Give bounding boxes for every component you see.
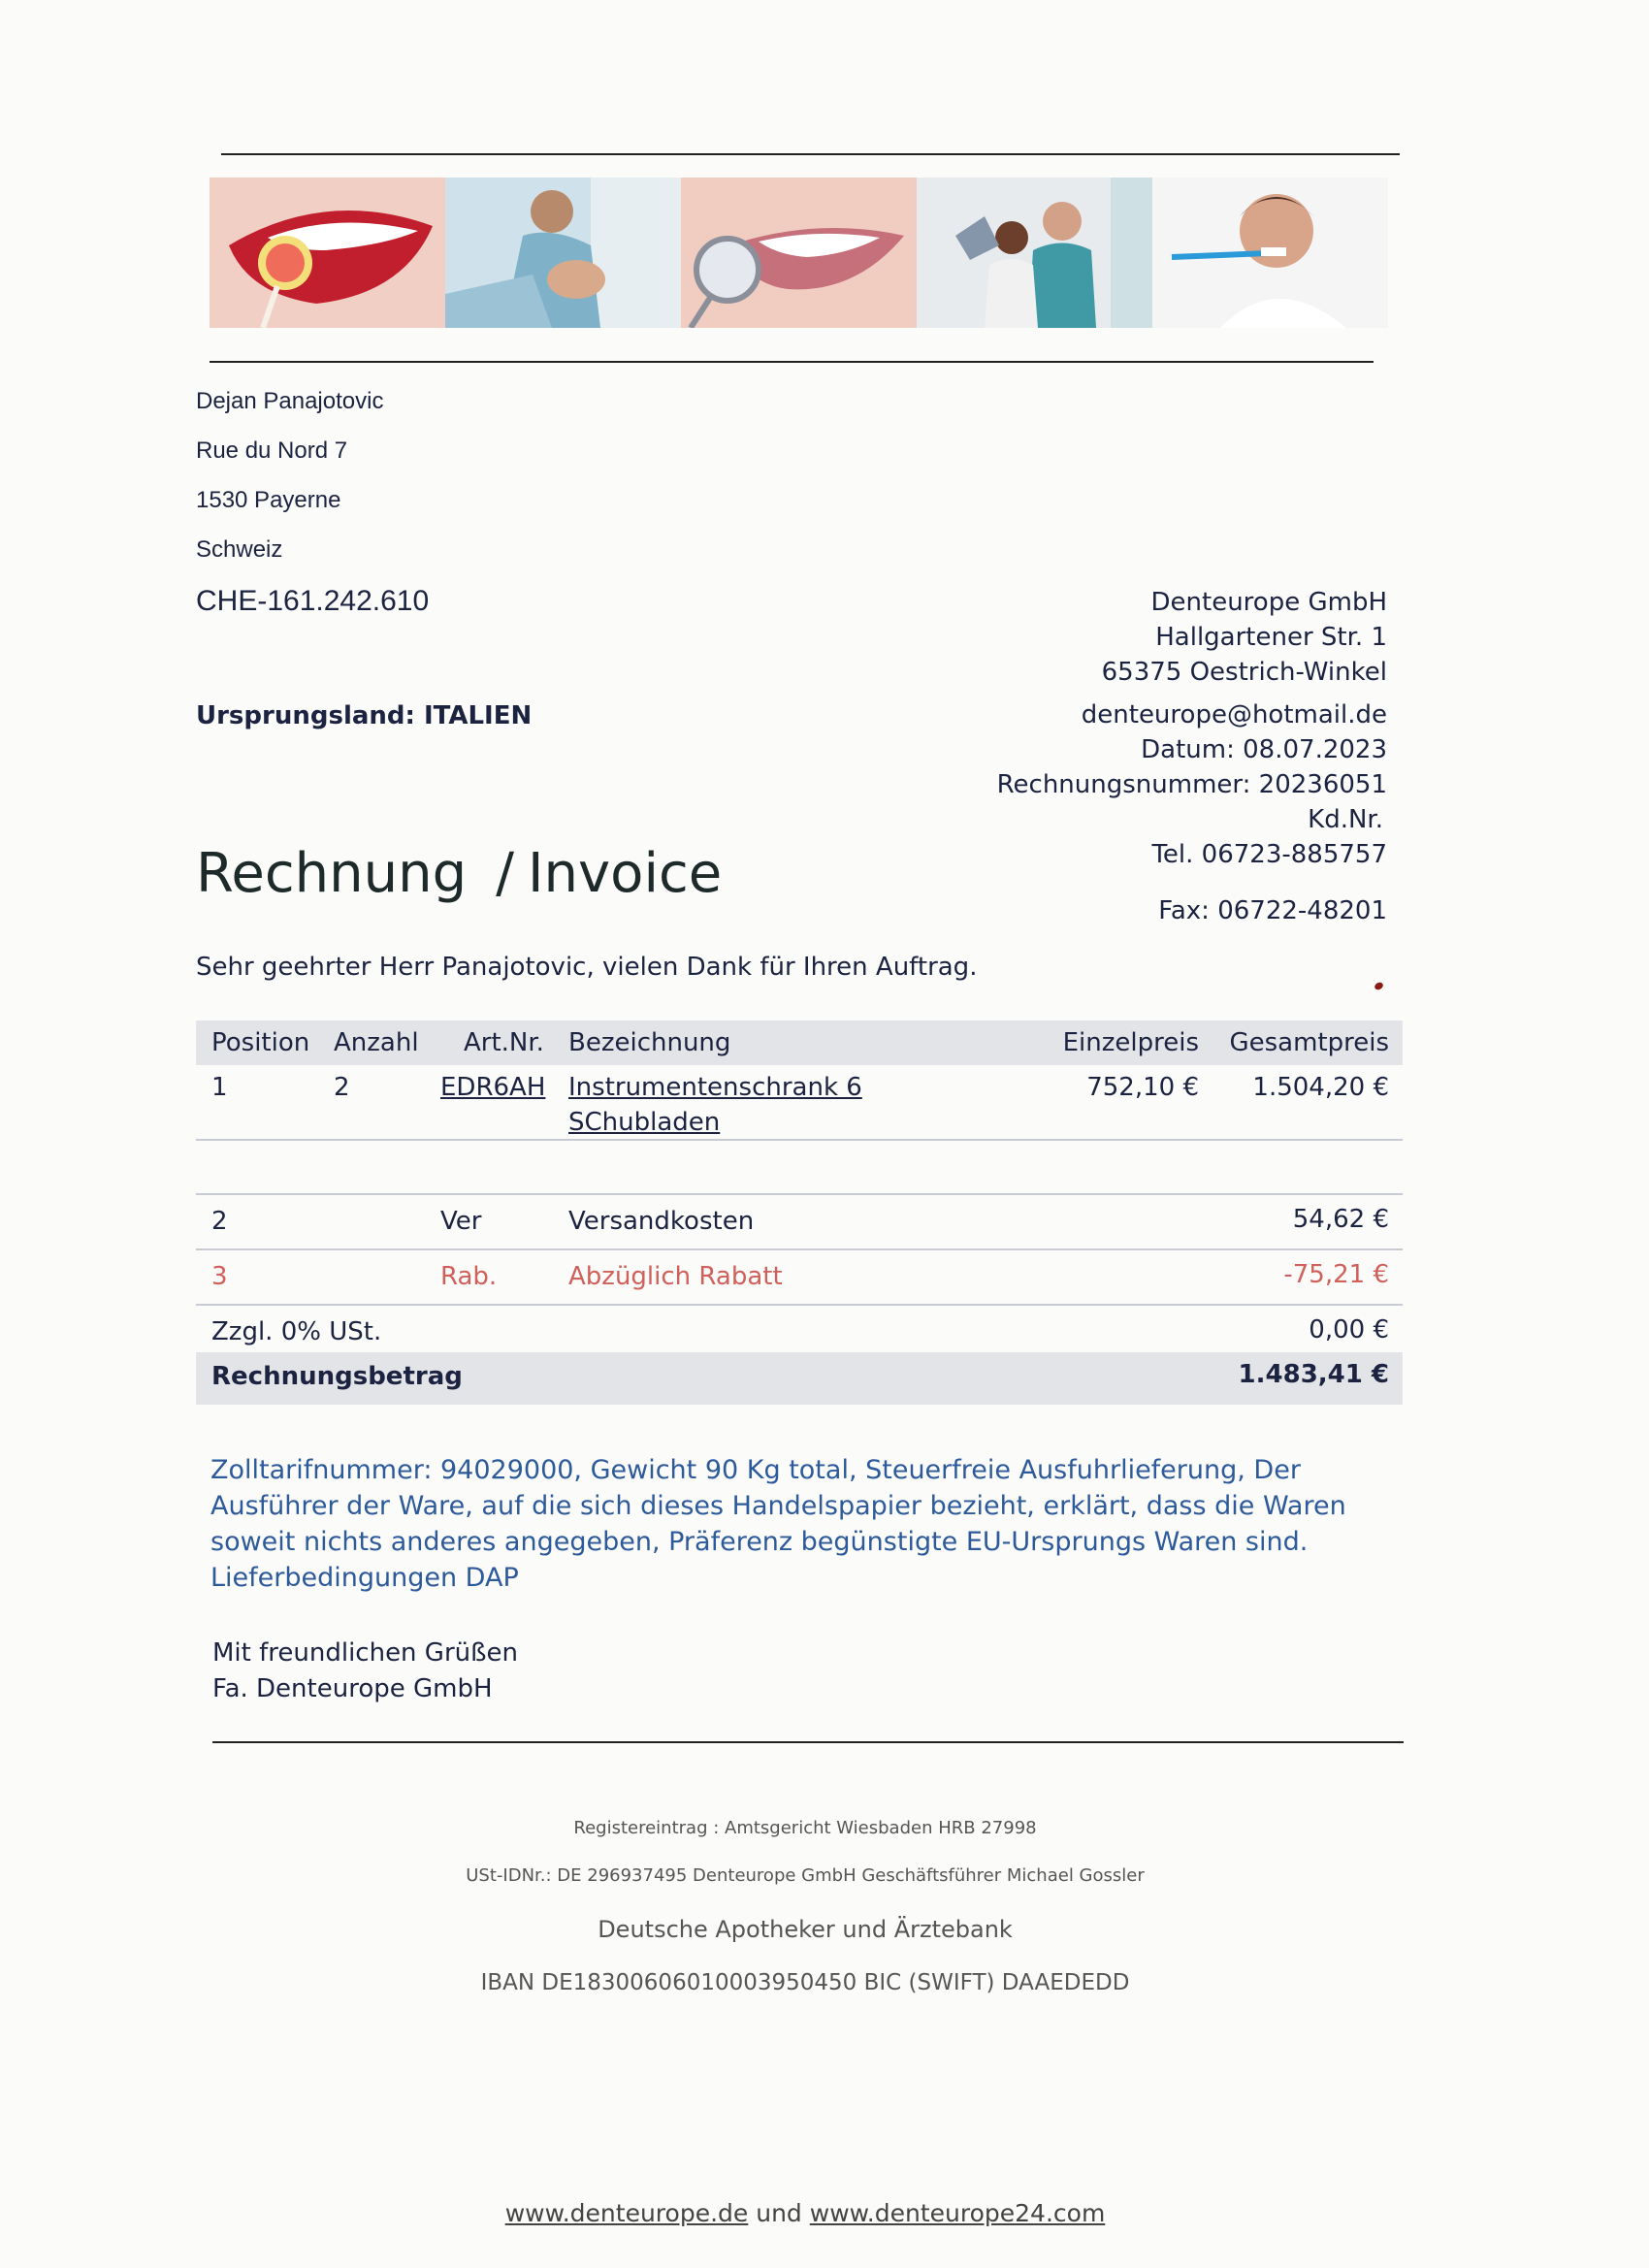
sender-fax: Fax: 06722-48201 (1158, 896, 1387, 925)
sender-city: 65375 Oestrich-Winkel (1101, 658, 1387, 687)
ink-dot (1374, 981, 1384, 991)
customer-city: 1530 Payerne (196, 487, 341, 513)
table-row (196, 1195, 1403, 1250)
title-slash: / (496, 842, 515, 905)
tax-label: Zzgl. 0% USt. (211, 1317, 382, 1346)
customer-street: Rue du Nord 7 (196, 437, 348, 464)
title-rechnung: Rechnung (196, 842, 468, 905)
row-position: 3 (211, 1262, 228, 1291)
banner-bottom-rule (210, 361, 1374, 363)
invoice-table (196, 1021, 1403, 1405)
title-invoice: Invoice (528, 842, 723, 905)
greeting-text: Sehr geehrter Herr Panajotovic, vielen Dank für Ihren Auftrag. (196, 953, 978, 982)
header-einzelpreis: Einzelpreis (1062, 1028, 1199, 1057)
footer-register: Registereintrag : Amtsgericht Wiesbaden HRB 27998 (573, 1818, 1037, 1838)
row-artnr: Rab. (440, 1262, 498, 1291)
row-gesamtpreis: 54,62 € (1292, 1205, 1389, 1234)
row-bezeichnung: Abzüglich Rabatt (568, 1262, 783, 1291)
row-gesamtpreis: -75,21 € (1283, 1260, 1389, 1289)
table-spacer-row (196, 1141, 1403, 1195)
customer-number: Kd.Nr. (1308, 805, 1383, 834)
header-gesamtpreis: Gesamtpreis (1229, 1028, 1389, 1057)
link-joiner: und (756, 2199, 802, 2227)
sender-phone: Tel. 06723-885757 (1151, 840, 1387, 869)
sender-email: denteurope@hotmail.de (1081, 700, 1387, 729)
footer-bank: Deutsche Apotheker und Ärztebank (598, 1916, 1013, 1943)
sender-street: Hallgartener Str. 1 (1155, 623, 1387, 652)
photo-dental-team (917, 178, 1152, 328)
row-gesamtpreis: 1.504,20 € (1252, 1073, 1389, 1102)
page-title (196, 842, 722, 905)
header-photo-banner (210, 178, 1388, 328)
row-einzelpreis: 752,10 € (1086, 1073, 1199, 1102)
closing-greeting: Mit freundlichen Grüßen (212, 1638, 518, 1668)
header-bezeichnung: Bezeichnung (568, 1028, 731, 1057)
row-bezeichnung-line1[interactable]: Instrumentenschrank 6 (568, 1073, 862, 1102)
row-position: 2 (211, 1207, 228, 1236)
footer-links (0, 2199, 1610, 2227)
website-link-1[interactable]: www.denteurope.de (504, 2199, 749, 2227)
customer-name: Dejan Panajotovic (196, 388, 384, 414)
website-link-2[interactable]: www.denteurope24.com (809, 2199, 1106, 2227)
photo-lollipop-smile (210, 178, 445, 328)
top-rule (221, 153, 1400, 155)
total-row (196, 1352, 1403, 1405)
invoice-number: Rechnungsnummer: 20236051 (996, 770, 1387, 799)
header-position: Position (211, 1028, 310, 1057)
row-position: 1 (211, 1073, 228, 1102)
table-row (196, 1065, 1403, 1141)
row-artnr-link[interactable]: EDR6AH (440, 1073, 546, 1102)
tax-value: 0,00 € (1309, 1315, 1389, 1345)
origin-country: Ursprungsland: ITALIEN (196, 701, 533, 730)
row-artnr: Ver (440, 1207, 482, 1236)
tax-row (196, 1306, 1403, 1352)
total-label: Rechnungsbetrag (211, 1362, 463, 1391)
invoice-date: Datum: 08.07.2023 (1141, 735, 1387, 764)
row-bezeichnung-line2[interactable]: SChubladen (568, 1108, 721, 1137)
footer-iban: IBAN DE18300606010003950450 BIC (SWIFT) DAAEDEDD (480, 1970, 1130, 1995)
photo-man-toothbrush (1152, 178, 1388, 328)
table-header (196, 1021, 1403, 1065)
customer-vat-id: CHE-161.242.610 (196, 585, 430, 617)
closing-company: Fa. Denteurope GmbH (212, 1674, 493, 1703)
footer-rule (212, 1741, 1404, 1743)
photo-dentist-treatment (445, 178, 681, 328)
table-row-discount (196, 1250, 1403, 1306)
customs-note: Zolltarifnummer: 94029000, Gewicht 90 Kg total, Steuerfreie Ausfuhrlieferung, Der Ausführer der Ware, auf die sich dieses Handelspapier bezieht, erklärt, dass die Waren soweit nichts anderes angegeben, Präferenz begünstigte EU-Ursprungs Waren sind. Lieferbedingungen DAP (210, 1455, 1346, 1593)
footer-ust: USt-IDNr.: DE 296937495 Denteurope GmbH Geschäftsführer Michael Gossler (466, 1865, 1145, 1886)
total-value: 1.483,41 € (1238, 1360, 1389, 1389)
header-anzahl: Anzahl (334, 1028, 419, 1057)
row-bezeichnung: Versandkosten (568, 1207, 755, 1236)
photo-dental-mirror (681, 178, 917, 328)
sender-company: Denteurope GmbH (1150, 588, 1387, 617)
customer-country: Schweiz (196, 536, 283, 563)
header-artnr: Art.Nr. (464, 1028, 544, 1057)
row-anzahl: 2 (334, 1073, 350, 1102)
